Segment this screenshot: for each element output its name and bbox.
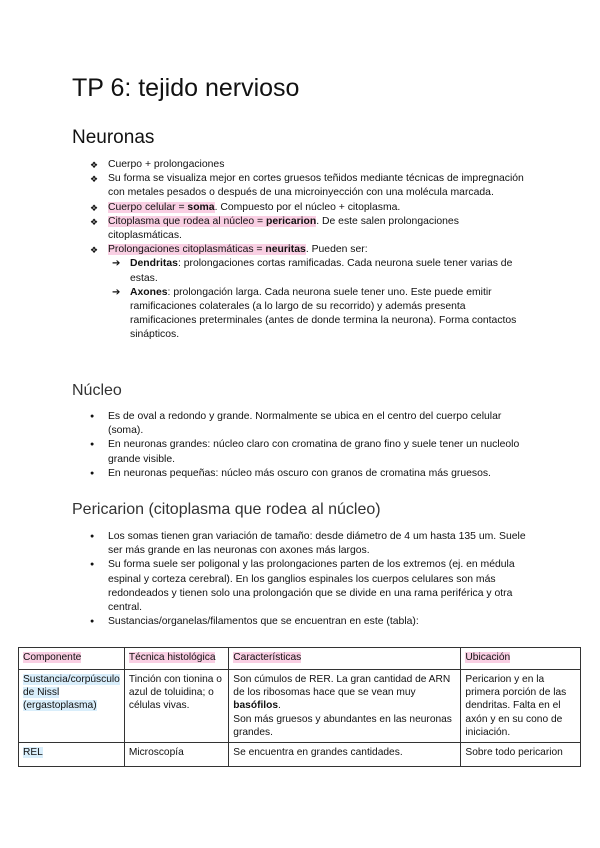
- list-item: ● Su forma suele ser poligonal y las prolongaciones parten de los extremos (ej. en médula espinal y corteza cerebral). En los ganglios espinales los cuerpos celulares son más redondeados y tienen solo una prolongación que se divide en una rama periférica y otra central.: [90, 558, 530, 615]
- table-cell-ubicacion: Pericarion y en la primera porción de las dendritas. Falta en el axón y en su cono de iniciación.: [461, 670, 581, 743]
- table-cell-caracteristicas: Se encuentra en grandes cantidades.: [229, 743, 461, 767]
- pericarion-table: [18, 647, 581, 767]
- bold-term: basófilos: [233, 700, 279, 712]
- list-item: ❖ Cuerpo + prolongaciones: [90, 158, 530, 172]
- list-item: ❖ Cuerpo celular = soma. Compuesto por el núcleo + citoplasma.: [90, 201, 530, 215]
- bold-term: Axones: [130, 286, 168, 298]
- highlighted-text: Cuerpo celular =: [108, 201, 188, 213]
- bold-term: soma: [187, 201, 215, 213]
- list-item: ● Es de oval a redondo y grande. Normalmente se ubica en el centro del cuerpo celular (soma).: [90, 410, 530, 438]
- table-header-cell: Técnica histológica: [124, 648, 228, 670]
- table-row: [19, 743, 581, 767]
- page-title: TP 6: tejido nervioso: [72, 74, 300, 102]
- list-item: ● Sustancias/organelas/filamentos que se encuentran en este (tabla):: [90, 615, 530, 629]
- list-item: ❖ Citoplasma que rodea al núcleo = pericarion. De este salen prolongaciones citoplasmáticas.: [90, 215, 530, 243]
- neuritas-sublist: [112, 257, 530, 342]
- table-header-row: [19, 648, 581, 670]
- table-cell-ubicacion: Sobre todo pericarion: [461, 743, 581, 767]
- neuronas-list: [90, 158, 530, 343]
- table-cell-componente: REL: [19, 743, 125, 767]
- list-item: ● Los somas tienen gran variación de tamaño: desde diámetro de 4 um hasta 135 um. Suele ser más grande en las neuronas con axones más largos.: [90, 530, 530, 558]
- list-item: ● En neuronas pequeñas: núcleo más oscuro con granos de cromatina más gruesos.: [90, 467, 530, 481]
- section-heading-nucleo: Núcleo: [72, 382, 122, 399]
- bold-term: pericarion: [265, 215, 317, 227]
- sub-list-item: ➔ Axones: prolongación larga. Cada neurona suele tener uno. Este puede emitir ramificaciones colaterales (a lo largo de su recorrido) y además presenta ramificaciones preterminales (antes de donde termina la neurona). Forma contactos sinápticos.: [112, 286, 530, 343]
- sub-list-item: ➔ Dendritas: prolongaciones cortas ramificadas. Cada neurona suele tener varias de estas.: [112, 257, 530, 285]
- highlighted-text: Prolongaciones citoplasmáticas =: [108, 244, 266, 256]
- nucleo-list: [90, 410, 530, 481]
- bold-term: neuritas: [265, 244, 306, 256]
- table-cell-tecnica: Tinción con tionina o azul de toluidina; o células vivas.: [124, 670, 228, 743]
- pericarion-list: [90, 530, 530, 629]
- section-heading-pericarion: Pericarion (citoplasma que rodea al núcleo): [72, 501, 381, 518]
- table-cell-componente: Sustancia/corpúsculo de Nissl (ergastoplasma): [19, 670, 125, 743]
- list-item: ❖ Prolongaciones citoplasmáticas = neuritas. Pueden ser: ➔ Dendritas: prolongaciones cortas ramificadas. Cada neurona suele tener varias de estas. ➔ Axones: prolongación larga. Cada neurona suele tener uno. Este puede emitir ramificaciones colaterales (a lo largo de su recorrido) y además presenta ramificaciones preterminales (antes de donde termina la neurona). Forma contactos sinápticos.: [90, 243, 530, 342]
- section-heading-neuronas: Neuronas: [72, 127, 155, 148]
- table-header-cell: Ubicación: [461, 648, 581, 670]
- table-header-cell: Características: [229, 648, 461, 670]
- list-item: ❖ Su forma se visualiza mejor en cortes gruesos teñidos mediante técnicas de impregnación con metales pesados o después de una microinyección con una molécula marcada.: [90, 172, 530, 200]
- table-cell-caracteristicas: Son cúmulos de RER. La gran cantidad de ARN de los ribosomas hace que se vean muy basófilos. Son más gruesos y abundantes en las neuronas grandes.: [229, 670, 461, 743]
- table-row: [19, 670, 581, 743]
- bold-term: Dendritas: [130, 258, 178, 270]
- list-item: ● En neuronas grandes: núcleo claro con cromatina de grano fino y suele tener un nucleolo grande visible.: [90, 438, 530, 466]
- highlighted-text: Citoplasma que rodea al núcleo =: [108, 215, 266, 227]
- table-cell-tecnica: Microscopía: [124, 743, 228, 767]
- table-header-cell: Componente: [19, 648, 125, 670]
